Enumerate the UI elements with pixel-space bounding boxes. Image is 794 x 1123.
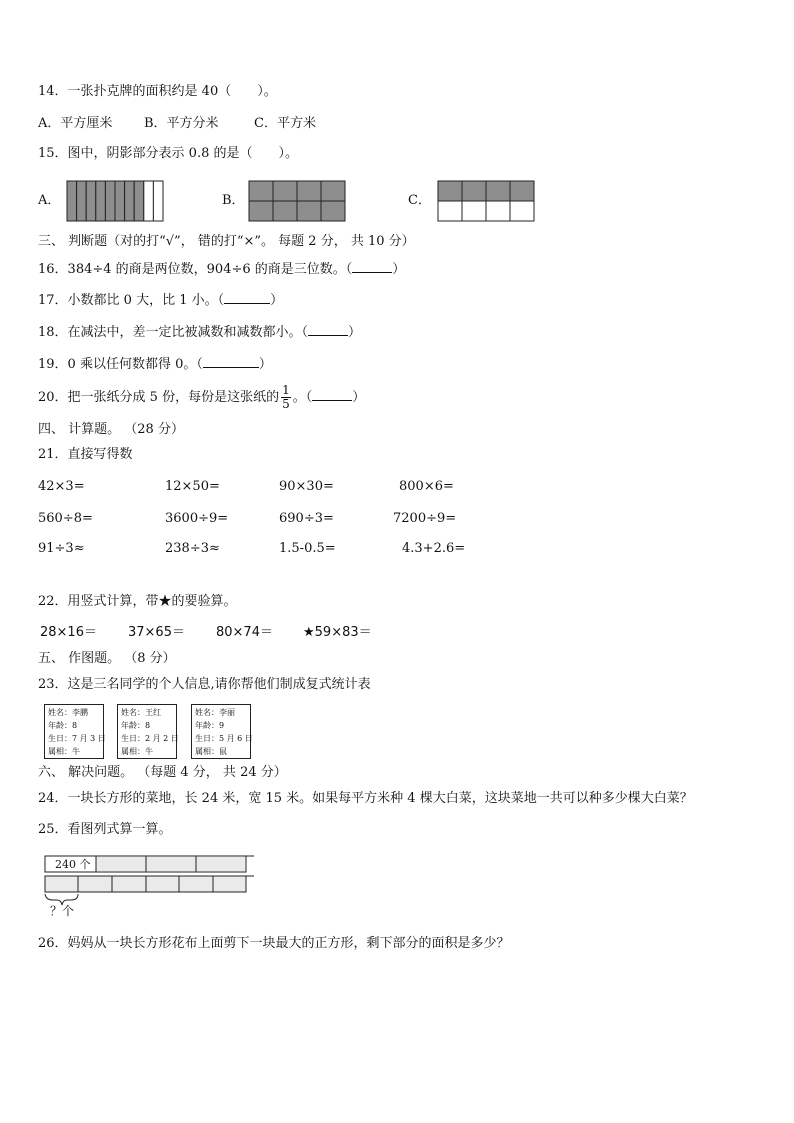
question-17 — [38, 291, 283, 309]
q18-text: 18．在减法中，差一定比被减数和减数都小。（ — [38, 325, 309, 340]
fraction-strip — [153, 181, 163, 221]
question-20 — [38, 383, 365, 413]
section-6-heading: 六、 解决问题。 （每题 4 分， 共 24 分） — [38, 765, 287, 780]
calc-item: 4.3+2.6= — [402, 541, 466, 556]
vertical-calc-item: 28×16＝ — [40, 625, 97, 640]
q25-bottom-label: ？个 — [50, 904, 75, 918]
q15-figure-b — [248, 180, 346, 222]
fraction-cell — [462, 181, 486, 201]
fraction-cell — [273, 201, 297, 221]
question-25: 25．看图列式算一算。 — [38, 822, 172, 837]
fraction-cell — [486, 201, 510, 221]
calc-item: 238÷3≈ — [165, 541, 220, 556]
q16-text: 16．384÷4 的商是两位数，904÷6 的商是三位数。（ — [38, 262, 353, 277]
q17-text: 17．小数都比 0 大，比 1 小。（ — [38, 293, 225, 308]
card-line: 年龄：8 — [121, 721, 151, 730]
q20-text: 20．把一张纸分成 5 份，每份是这张纸的 — [38, 390, 280, 405]
calc-item: 91÷3≈ — [38, 541, 85, 556]
question-26: 26．妈妈从一块长方形花布上面剪下一块最大的正方形，剩下部分的面积是多少？ — [38, 936, 510, 951]
student-info-card — [44, 704, 104, 759]
calc-item: 800×6= — [399, 479, 454, 494]
answer-blank[interactable] — [308, 323, 348, 336]
close-paren: ） — [348, 325, 362, 340]
question-18 — [38, 323, 361, 341]
question-22-title: 22．用竖式计算，带★的要验算。 — [38, 594, 237, 609]
fraction-strip — [77, 181, 87, 221]
question-16 — [38, 260, 405, 278]
q19-text: 19．0 乘以任何数都得 0。（ — [38, 357, 203, 372]
fraction-cell — [321, 201, 345, 221]
close-paren: ） — [258, 357, 272, 372]
q14-option-b: B．平方分米 — [144, 116, 219, 131]
q15-option-c-label: C． — [408, 193, 431, 208]
answer-blank[interactable] — [352, 260, 392, 273]
fraction-cell — [462, 201, 486, 221]
close-paren: ） — [270, 293, 284, 308]
fraction-strip — [144, 181, 154, 221]
close-paren: ） — [352, 390, 366, 405]
section-3-heading: 三、 判断题（对的打“√”， 错的打“×”。 每题 2 分， 共 10 分） — [38, 234, 415, 249]
fraction-one-fifth — [281, 384, 291, 411]
calc-item: 12×50= — [165, 479, 220, 494]
card-line: 属相：鼠 — [195, 747, 227, 756]
fraction-cell — [486, 181, 510, 201]
fraction-cell — [438, 181, 462, 201]
card-line: 属相：牛 — [121, 747, 153, 756]
fraction-strip — [67, 181, 77, 221]
q15-figure-c — [437, 180, 535, 222]
calc-item: 90×30= — [279, 479, 334, 494]
fraction-denominator: 5 — [282, 397, 290, 411]
fraction-cell — [321, 181, 345, 201]
question-23-title: 23．这是三名同学的个人信息,请你帮他们制成复式统计表 — [38, 677, 371, 692]
card-line: 姓名：李丽 — [195, 708, 235, 717]
q25-top-label: 240 个 — [55, 858, 91, 871]
fraction-strip — [115, 181, 125, 221]
close-paren: ） — [392, 262, 406, 277]
vertical-calc-item: 80×74＝ — [216, 625, 273, 640]
vertical-calc-item-star: ★59×83＝ — [303, 625, 372, 640]
fraction-numerator: 1 — [282, 383, 290, 397]
question-21-title: 21．直接写得数 — [38, 447, 133, 462]
fraction-strip — [134, 181, 144, 221]
fraction-cell — [297, 181, 321, 201]
student-info-card — [117, 704, 177, 759]
answer-blank[interactable] — [224, 291, 270, 304]
question-24: 24．一块长方形的菜地，长 24 米，宽 15 米。如果每平方米种 4 棵大白菜，这块菜地一共可以种多少棵大白菜？ — [38, 791, 693, 806]
vertical-calc-item: 37×65＝ — [128, 625, 185, 640]
q15-option-a-label: A． — [38, 193, 61, 208]
card-line: 年龄：8 — [48, 721, 78, 730]
student-info-card — [191, 704, 251, 759]
fraction-strip — [86, 181, 96, 221]
q15-figure-a — [66, 180, 164, 222]
fraction-cell — [297, 201, 321, 221]
calc-item: 3600÷9= — [165, 511, 229, 526]
section-5-heading: 五、 作图题。 （8 分） — [38, 651, 176, 666]
question-14: 14．一张扑克牌的面积约是 40（ ）。 — [38, 84, 277, 99]
calc-item: 7200÷9= — [393, 511, 457, 526]
fraction-cell — [249, 201, 273, 221]
card-line: 生日：2 月 2 日 — [121, 734, 179, 743]
q15-option-b-label: B． — [222, 193, 245, 208]
card-line: 年龄：9 — [195, 721, 225, 730]
fraction-strip — [125, 181, 135, 221]
calc-item: 690÷3= — [279, 511, 334, 526]
q14-option-c: C．平方米 — [254, 116, 316, 131]
fraction-cell — [273, 181, 297, 201]
q14-option-a: A．平方厘米 — [38, 116, 113, 131]
q20-text-after: 。（ — [292, 390, 313, 405]
calc-item: 42×3= — [38, 479, 85, 494]
answer-blank[interactable] — [203, 355, 259, 368]
fraction-cell — [438, 201, 462, 221]
fraction-cell — [510, 201, 534, 221]
card-line: 生日：7 月 3 日 — [48, 734, 106, 743]
card-line: 属相：牛 — [48, 747, 80, 756]
question-19 — [38, 355, 272, 373]
section-4-heading: 四、 计算题。 （28 分） — [38, 422, 184, 437]
question-15: 15．图中，阴影部分表示 0.8 的是（ ）。 — [38, 146, 298, 161]
answer-blank[interactable] — [312, 388, 352, 401]
calc-item: 560÷8= — [38, 511, 93, 526]
card-line: 姓名：王红 — [121, 708, 161, 717]
fraction-strip — [105, 181, 115, 221]
card-line: 生日：5 月 6 日 — [195, 734, 253, 743]
fraction-cell — [510, 181, 534, 201]
calc-item: 1.5-0.5= — [279, 541, 336, 556]
fraction-strip — [96, 181, 106, 221]
card-line: 姓名：李鹏 — [48, 708, 88, 717]
fraction-cell — [249, 181, 273, 201]
